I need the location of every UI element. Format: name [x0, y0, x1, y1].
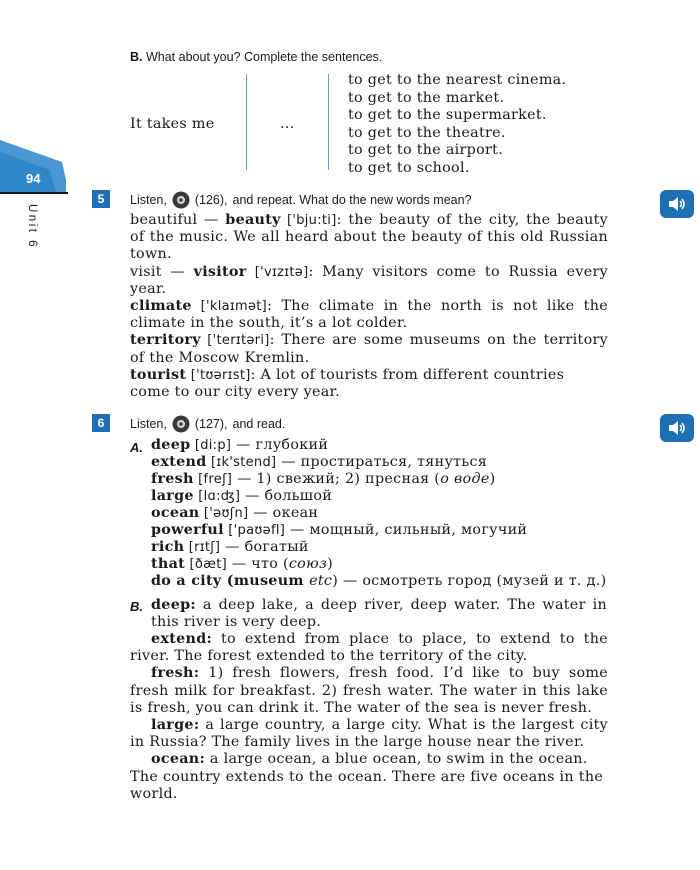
example-word: ocean:: [151, 751, 206, 768]
audio-button-ex6[interactable]: [660, 414, 694, 442]
gloss-translation: — что (: [226, 556, 289, 572]
glossary-item: [151, 522, 606, 539]
gloss-ipa: [lɑ:ʤ]: [193, 489, 241, 504]
page-number-underline: [0, 192, 68, 194]
gloss-translation: ) — осмотреть город (музей и т. д.): [332, 573, 607, 589]
entry-territory: [130, 332, 608, 366]
sentence-endings: [348, 72, 566, 177]
gloss-ipa: [freʃ]: [193, 472, 233, 487]
gloss-etc: etc: [309, 573, 333, 589]
entry-ipa: ['bju:ti]: [280, 213, 337, 228]
entry-text: : Many visitors come to Russia every year.: [130, 263, 608, 297]
sentence-ending: to get to the theatre.: [348, 124, 506, 141]
unit-label: Unit 6: [26, 204, 38, 250]
gloss-close: ): [489, 471, 496, 487]
entry-word: tourist: [130, 366, 187, 383]
examples: [151, 597, 607, 631]
example-word: extend:: [151, 631, 213, 647]
example-extend: [130, 631, 608, 665]
gloss-word: fresh: [151, 471, 194, 487]
glossary-item: [151, 437, 606, 454]
gloss-note: о воде: [440, 471, 490, 487]
glossary-item: [151, 556, 606, 573]
exercise-b-instruction-text: What about you? Complete the sentences.: [145, 50, 383, 64]
example-text: to extend from place to place, to extend to the river. The forest extended to the territory of the city.: [130, 631, 608, 665]
example-text: a large ocean, a blue ocean, to swim in the ocean. The country extends to the ocean. There are five oceans in the world.: [130, 751, 604, 802]
audio-button-ex5[interactable]: [660, 190, 694, 218]
exercise-b-label: B.: [130, 50, 143, 64]
example-ocean: [130, 751, 608, 803]
gloss-word: extend: [151, 454, 207, 470]
gloss-word: rich: [151, 539, 185, 555]
speaker-icon: [666, 419, 688, 437]
sentence-ending: to get to the market.: [348, 89, 505, 106]
glossary-item: [151, 573, 606, 590]
glossary-item: [151, 539, 606, 556]
track-number: (127),: [194, 417, 228, 431]
gloss-translation: — 1) свежий; 2) пресная (: [232, 471, 441, 487]
speaker-icon: [666, 195, 688, 213]
side-tab-shape: [0, 140, 70, 200]
gloss-ipa: [ðæt]: [185, 557, 227, 572]
instruction-rest: and read.: [232, 417, 286, 431]
gloss-note: союз: [288, 556, 328, 572]
example-word: large:: [151, 717, 200, 734]
example-word: fresh:: [151, 665, 200, 682]
entry-ipa: ['terɪtəri]: [200, 333, 270, 349]
gloss-word: that: [151, 556, 186, 572]
sentence-start: It takes me: [130, 116, 215, 132]
sentence-ending: to get to the supermarket.: [348, 107, 547, 123]
track-number: (126),: [194, 193, 228, 207]
exercise-b-instruction: [130, 50, 382, 64]
gloss-close: ): [327, 556, 333, 572]
part-b-label: B.: [130, 599, 143, 614]
instruction-listen: Listen,: [130, 193, 167, 207]
entry-word: visitor: [193, 263, 247, 280]
entry-text: : the beauty of the city, the beauty of the music. We all heard about the beauty of this old Russian town.: [130, 212, 609, 263]
glossary: [151, 437, 606, 590]
entry-word: climate: [130, 298, 192, 315]
gloss-translation: — глубокий: [231, 437, 329, 453]
part-a-label: A.: [130, 440, 143, 455]
example-large: [130, 717, 608, 751]
instruction-listen: Listen,: [130, 417, 167, 431]
gloss-word: powerful: [151, 522, 224, 538]
entry-text: : The climate in the north is not like the climate in the south, it’s a lot colder.: [130, 298, 608, 332]
gloss-translation: — океан: [248, 505, 319, 521]
entry-text: : There are some museums on the territory of the Moscow Kremlin.: [130, 332, 608, 366]
entry-visitor: [130, 264, 608, 298]
gloss-word: large: [151, 488, 194, 504]
gloss-ipa: [ɪk'stend]: [206, 455, 277, 470]
page-number: 94: [26, 171, 41, 186]
entry-head: visit: [130, 263, 162, 280]
gloss-translation: — богатый: [220, 539, 309, 555]
exercise-6-instruction: [130, 415, 285, 433]
sentence-ending: to get to school.: [348, 159, 470, 176]
entry-climate: [130, 298, 608, 332]
entry-word: beauty: [225, 212, 281, 228]
gloss-ipa: [di:p]: [190, 438, 232, 453]
entry-text: : A lot of tourists from different countries come to our city every year.: [130, 366, 565, 401]
table-divider-left: [246, 74, 247, 170]
entry-dash: —: [161, 263, 194, 280]
entry-tourist: [130, 367, 608, 401]
exercise-5-number: 5: [92, 190, 110, 208]
sentence-ending: to get to the airport.: [348, 142, 504, 158]
example-text: 1) fresh flowers, fresh food. I’d like to buy some fresh milk for breakfast. 2) fresh water. The water in this lake is fresh, you can drink it. The water of the sea is never fresh.: [130, 665, 608, 716]
entry-ipa: ['klaɪmət]: [191, 299, 268, 315]
cd-icon: [172, 191, 190, 209]
example-word: deep:: [151, 597, 196, 613]
instruction-rest: and repeat. What do the new words mean?: [232, 193, 472, 207]
glossary-item: [151, 454, 606, 471]
entry-beauty: [130, 212, 608, 264]
gloss-word: do a city (museum: [151, 573, 310, 589]
cd-icon: [172, 415, 190, 433]
glossary-item: [151, 505, 606, 522]
exercise-5-entries: [130, 212, 608, 401]
example-deep: [151, 597, 607, 631]
glossary-item: [151, 471, 606, 488]
gloss-word: ocean: [151, 505, 200, 521]
entry-word: territory: [130, 332, 201, 349]
glossary-item: [151, 488, 606, 505]
example-fresh: [130, 665, 608, 717]
example-text: a large country, a large city. What is the largest city in Russia? The family lives in the large house near the river.: [130, 717, 608, 751]
example-text: a deep lake, a deep river, deep water. The water in this river is very deep.: [151, 597, 607, 631]
gloss-word: deep: [151, 437, 191, 453]
gloss-ipa: [rɪtʃ]: [184, 540, 221, 555]
examples-rest: [130, 631, 608, 803]
entry-head: beautiful: [130, 212, 198, 228]
sentence-ending: to get to the nearest cinema.: [348, 72, 567, 88]
gloss-translation: — мощный, сильный, могучий: [285, 522, 528, 538]
entry-ipa: ['vɪzɪtə]: [246, 264, 309, 280]
gloss-translation: — простираться, тянуться: [276, 454, 488, 470]
sentence-middle: ...: [280, 116, 295, 132]
exercise-6-number: 6: [92, 414, 110, 432]
gloss-ipa: ['paʊəfl]: [223, 523, 286, 538]
entry-dash: —: [197, 212, 226, 228]
table-divider-right: [328, 74, 329, 170]
gloss-translation: — большой: [240, 488, 333, 504]
entry-ipa: ['tʊərɪst]: [186, 367, 251, 383]
exercise-5-instruction: [130, 191, 472, 209]
gloss-ipa: ['əʊʃn]: [199, 506, 249, 521]
